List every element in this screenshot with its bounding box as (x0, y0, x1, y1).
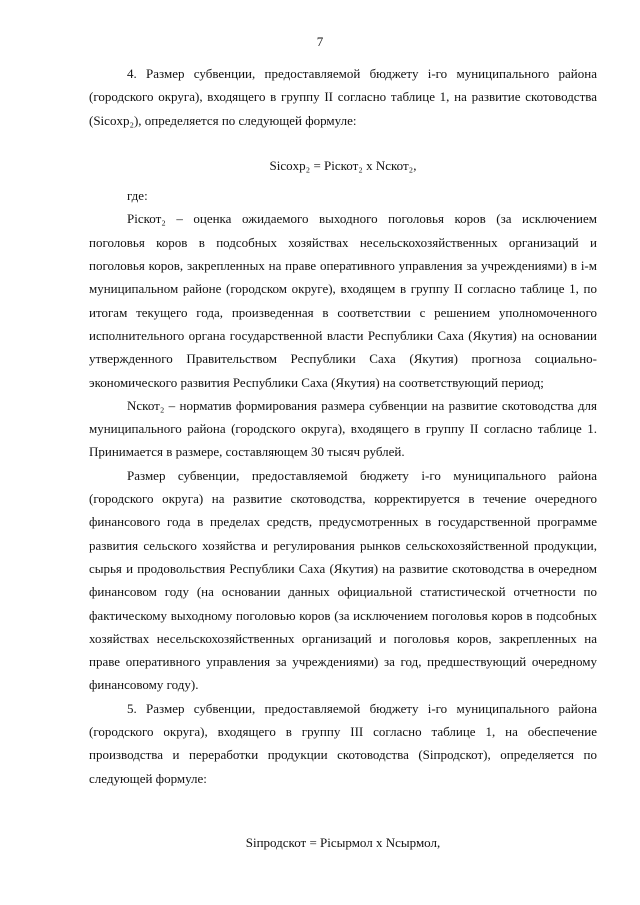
definition-nskot: Nскот₂ – норматив формирования размера субвенции на развитие скотоводства для муниципального района (городского округа), входящего в группу II согласно таблице 1. Принимается в размере, составляющем 30 тысяч рублей. (89, 397, 597, 460)
page-number: 7 (316, 34, 324, 49)
formula-sicoxp: Sicoxp₂ = Рiскот₂ x Nскот₂, (269, 157, 417, 173)
item-5-paragraph: 5. Размер субвенции, предоставляемой бюджету i-го муниципального района (городского округа), входящего в группу III согласно таблице 1, на обеспечение производства и переработки продукции скотоводства (Siпродскот), определяется по следующей формуле: (89, 700, 597, 786)
where-label: где: (127, 188, 148, 204)
document-body (89, 62, 597, 854)
definition-riskot: Рiскот₂ – оценка ожидаемого выходного поголовья коров (за исключением поголовья коров в подсобных хозяйствах несельскохозяйственных организаций и поголовья коров, закрепленных на праве оперативного управления за учреждениями) в i-м муниципальном районе (городском округе), входящем в группу II согласно таблице 1, по итогам текущего года, произведенная в соответствии с решением уполномоченного исполнительного органа государственной власти Республики Саха (Якутия) на основании утвержденного Правительством Республики Саха (Якутия) прогноза социально-экономического развития Республики Саха (Якутия) на соответствующий период; (89, 211, 597, 390)
formula-siprodskot: Siпродскот = Рiсырмол x Nсырмол, (245, 834, 441, 850)
item-4-paragraph: 4. Размер субвенции, предоставляемой бюджету i-го муниципального района (городского округа), входящего в группу II согласно таблице 1, на развитие скотоводства (Sicoxp₂), определяется по следующей формуле: (89, 66, 597, 128)
adjustment-paragraph: Размер субвенции, предоставляемой бюджету i-го муниципального района (городского округа) на развитие скотоводства, корректируется в течение очередного финансового года в пределах средств, предусмотренных в государственной программе развития сельского хозяйства и регулирования рынков сельскохозяйственной продукции, сырья и продовольствия Республики Саха (Якутия) на развитие скотоводства в очередном финансовом году (на основании данных официальной статистической отчетности по фактическому выходному поголовью коров (за исключением поголовья коров в подсобных хозяйствах несельскохозяйственных организаций и поголовья коров, закрепленных на праве оперативного управления за учреждениями) за год, предшествующий очередному финансовому году). (89, 467, 597, 693)
